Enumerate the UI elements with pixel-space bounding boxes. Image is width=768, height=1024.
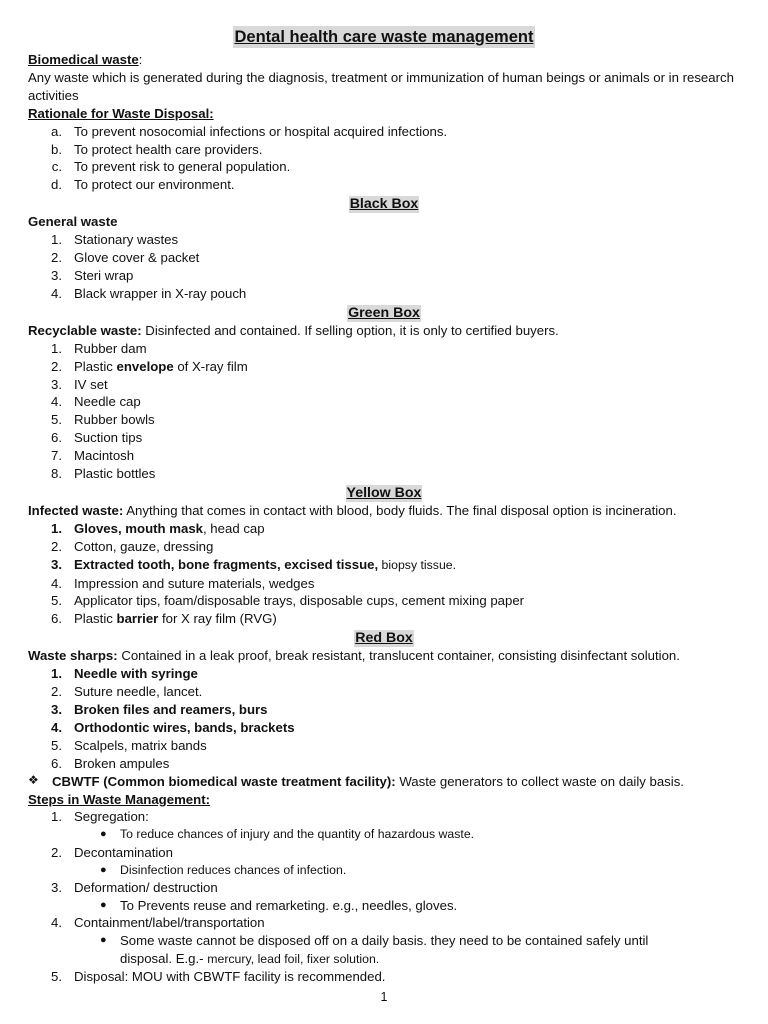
sub-list-item: ● Disinfection reduces chances of infection. bbox=[28, 862, 740, 879]
list-item: 3. IV set bbox=[51, 376, 108, 392]
document-title: Dental health care waste management bbox=[234, 28, 534, 46]
list-item: b. To protect health care providers. bbox=[51, 141, 263, 157]
list-item: 3. Broken files and reamers, burs bbox=[51, 702, 268, 717]
list-item: 2. Plastic envelope of X-ray film bbox=[51, 358, 248, 374]
list-item: 1. Stationary wastes bbox=[51, 232, 179, 248]
list-item: 6. Broken ampules bbox=[51, 755, 170, 771]
list-item: 1. Needle with syringe bbox=[51, 666, 198, 682]
biomedical-heading: Biomedical waste bbox=[28, 52, 139, 67]
list-item: 2. Decontamination bbox=[51, 844, 173, 860]
list-item: 8. Plastic bottles bbox=[51, 466, 156, 482]
biomedical-definition: Any waste which is generated during the diagnosis, treatment or immunization of human beings or animals or in research activities bbox=[28, 69, 734, 103]
rationale-heading: Rationale for Waste Disposal: bbox=[28, 105, 214, 121]
sub-list-item: ● To Prevents reuse and remarketing. e.g., needles, gloves. bbox=[100, 897, 458, 913]
red-box-description: Waste sharps: Contained in a leak proof, break resistant, translucent container, consisting disinfectant solution. bbox=[28, 648, 680, 664]
list-item: d. To protect our environment. bbox=[51, 177, 235, 193]
list-item: 2. Glove cover & packet bbox=[51, 250, 200, 266]
black-box-heading: Black Box bbox=[349, 196, 419, 213]
list-item: 2. Cotton, gauze, dressing bbox=[51, 538, 214, 554]
list-item: 4. Black wrapper in X-ray pouch bbox=[51, 285, 247, 301]
list-item: 4. Impression and suture materials, wedges bbox=[51, 575, 315, 591]
list-item: 3. Extracted tooth, bone fragments, excised tissue, biopsy tissue. bbox=[51, 556, 457, 572]
cbwtf-note: ❖ CBWTF (Common biomedical waste treatment facility): Waste generators to collect waste on daily basis. bbox=[28, 772, 684, 789]
list-item: 1. Rubber dam bbox=[51, 340, 147, 356]
list-item: 5. Scalpels, matrix bands bbox=[51, 737, 207, 753]
list-item: 4. Needle cap bbox=[51, 394, 141, 410]
list-item: 6. Suction tips bbox=[51, 430, 143, 446]
page-number: 1 bbox=[380, 990, 388, 1004]
bullet-icon: ● bbox=[100, 828, 107, 841]
red-box-heading: Red Box bbox=[355, 630, 413, 647]
list-item: 1. Segregation: bbox=[51, 809, 149, 825]
list-item: c. To prevent risk to general population. bbox=[51, 159, 291, 175]
list-item: 3. Deformation/ destruction bbox=[51, 880, 218, 896]
green-box-description: Recyclable waste: Disinfected and contained. If selling option, it is only to certified buyers. bbox=[28, 322, 559, 338]
sub-list-item: ● Some waste cannot be disposed off on a daily basis. they need to be contained safely until disposal. E.g.- mercury, lead foil, fixer solution. bbox=[100, 933, 649, 966]
list-item: 1. Gloves, mouth mask, head cap bbox=[51, 520, 265, 536]
list-item: a. To prevent nosocomial infections or hospital acquired infections. bbox=[51, 123, 448, 139]
diamond-bullet-icon: ❖ bbox=[28, 772, 39, 787]
biomedical-heading-line: Biomedical waste: bbox=[28, 52, 143, 67]
yellow-box-description: Infected waste: Anything that comes in contact with blood, body fluids. The final disposal option is incineration. bbox=[28, 502, 677, 518]
bullet-icon: ● bbox=[100, 898, 107, 911]
document-page bbox=[28, 26, 740, 986]
list-item: 2. Suture needle, lancet. bbox=[51, 684, 203, 700]
sub-list-item: ● To reduce chances of injury and the quantity of hazardous waste. bbox=[28, 826, 740, 843]
bullet-icon: ● bbox=[100, 934, 107, 947]
list-item: 5. Disposal: MOU with CBWTF facility is recommended. bbox=[51, 969, 386, 985]
list-item: 4. Orthodontic wires, bands, brackets bbox=[51, 719, 295, 735]
list-item: 7. Macintosh bbox=[51, 448, 135, 464]
list-item: 3. Steri wrap bbox=[51, 267, 134, 283]
list-item: 4. Containment/label/transportation bbox=[51, 915, 265, 931]
list-item: 6. Plastic barrier for X ray film (RVG) bbox=[51, 611, 277, 627]
green-box-heading: Green Box bbox=[348, 304, 420, 321]
steps-heading: Steps in Waste Management: bbox=[28, 791, 210, 807]
list-item: 5. Applicator tips, foam/disposable trays, disposable cups, cement mixing paper bbox=[51, 593, 525, 609]
black-box-label: General waste bbox=[28, 214, 118, 230]
bullet-icon: ● bbox=[100, 863, 107, 876]
yellow-box-heading: Yellow Box bbox=[346, 484, 422, 501]
list-item: 5. Rubber bowls bbox=[51, 412, 155, 428]
